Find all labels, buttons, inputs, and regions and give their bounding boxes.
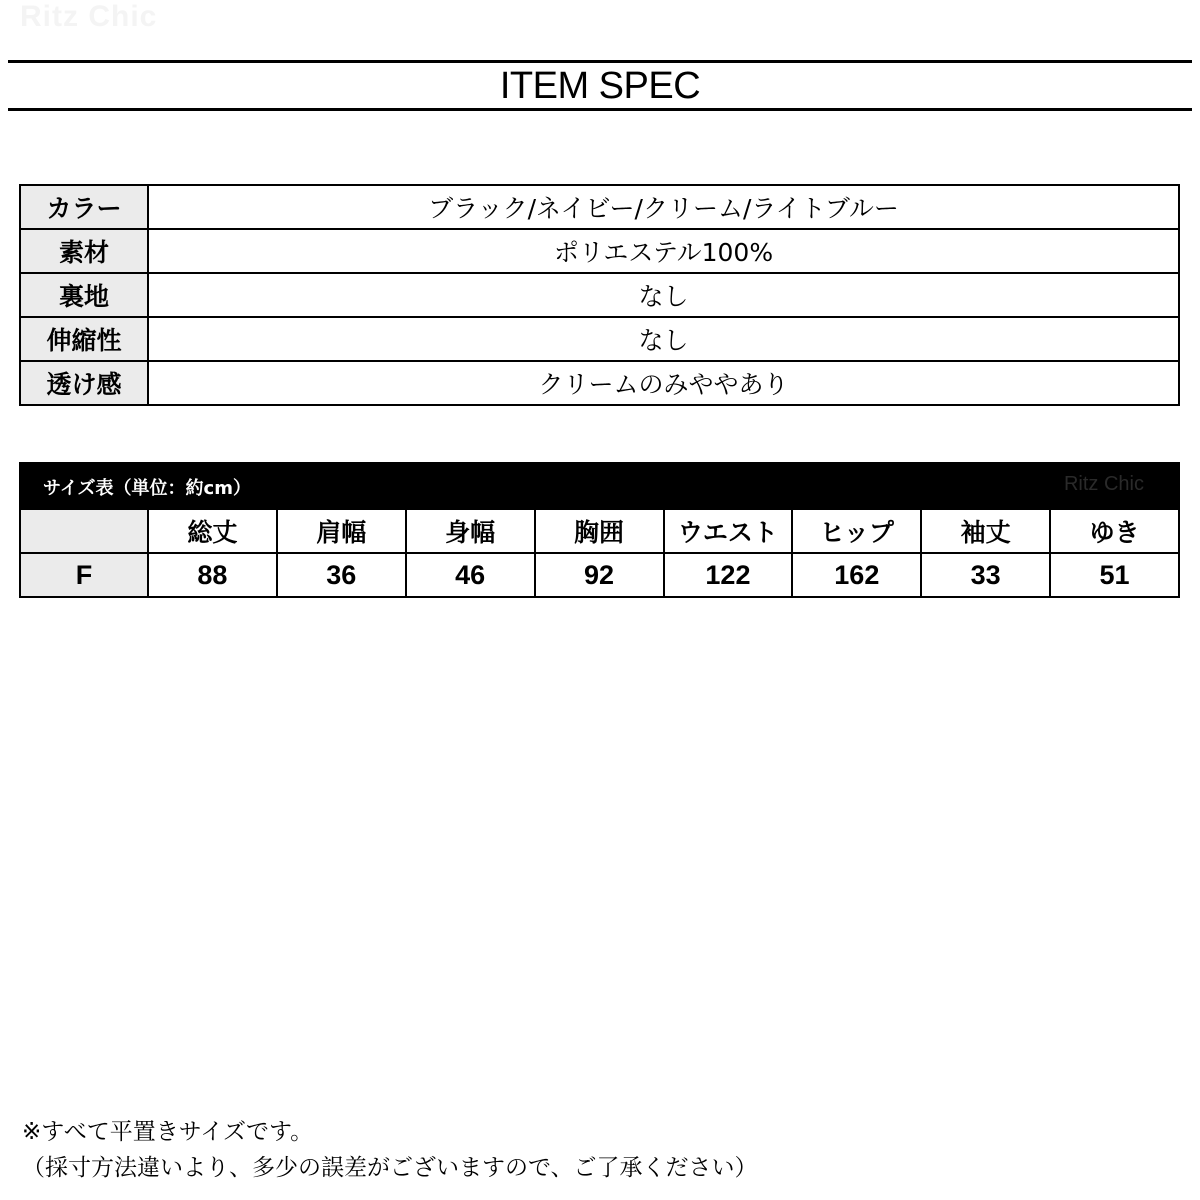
spec-label: 透け感: [20, 361, 148, 405]
measurement-notes: [22, 1114, 758, 1186]
size-col-header: 肩幅: [277, 509, 406, 553]
spec-value: クリームのみややあり: [148, 361, 1179, 405]
spec-value: なし: [148, 317, 1179, 361]
spec-row-sheerness: [20, 361, 1179, 405]
size-cell: 33: [921, 553, 1050, 597]
size-col-header: ゆき: [1050, 509, 1179, 553]
size-col-header: 身幅: [406, 509, 535, 553]
spec-row-lining: [20, 273, 1179, 317]
spec-label: 素材: [20, 229, 148, 273]
spec-table: [19, 184, 1180, 406]
size-row-label: F: [20, 553, 148, 597]
note-line: ※すべて平置きサイズです。: [22, 1119, 314, 1145]
size-table-brand: Ritz Chic: [1063, 473, 1144, 495]
size-table: [19, 508, 1180, 598]
size-col-header: 袖丈: [921, 509, 1050, 553]
page-title: ITEM SPEC: [499, 65, 701, 107]
spec-label: 伸縮性: [20, 317, 148, 361]
spec-row-stretch: [20, 317, 1179, 361]
size-cell: 122: [664, 553, 793, 597]
spec-row-material: [20, 229, 1179, 273]
spec-value: ブラック/ネイビー/クリーム/ライトブルー: [148, 185, 1179, 229]
spec-label: カラー: [20, 185, 148, 229]
size-col-header: ヒップ: [792, 509, 921, 553]
spec-value: ポリエステル100%: [148, 229, 1179, 273]
size-cell: 36: [277, 553, 406, 597]
spec-label: 裏地: [20, 273, 148, 317]
size-col-header: 胸囲: [535, 509, 664, 553]
spec-row-color: [20, 185, 1179, 229]
size-cell: 88: [148, 553, 277, 597]
size-cell: 51: [1050, 553, 1179, 597]
size-table-header-bar: [19, 462, 1180, 508]
size-table-caption: サイズ表（単位：約cm）: [43, 478, 251, 499]
brand-watermark: Ritz Chic: [20, 0, 158, 33]
title-bottom-rule: [8, 108, 1192, 111]
note-line: （採寸方法違いより、多少の誤差がございますので、ご了承ください）: [22, 1155, 758, 1181]
title-top-rule: [8, 60, 1192, 63]
size-col-header: ウエスト: [664, 509, 793, 553]
size-col-header: 総丈: [148, 509, 277, 553]
spec-value: なし: [148, 273, 1179, 317]
size-corner-cell: [20, 509, 148, 553]
size-cell: 162: [792, 553, 921, 597]
size-header-row: [20, 509, 1179, 553]
size-cell: 92: [535, 553, 664, 597]
size-data-row: [20, 553, 1179, 597]
size-cell: 46: [406, 553, 535, 597]
